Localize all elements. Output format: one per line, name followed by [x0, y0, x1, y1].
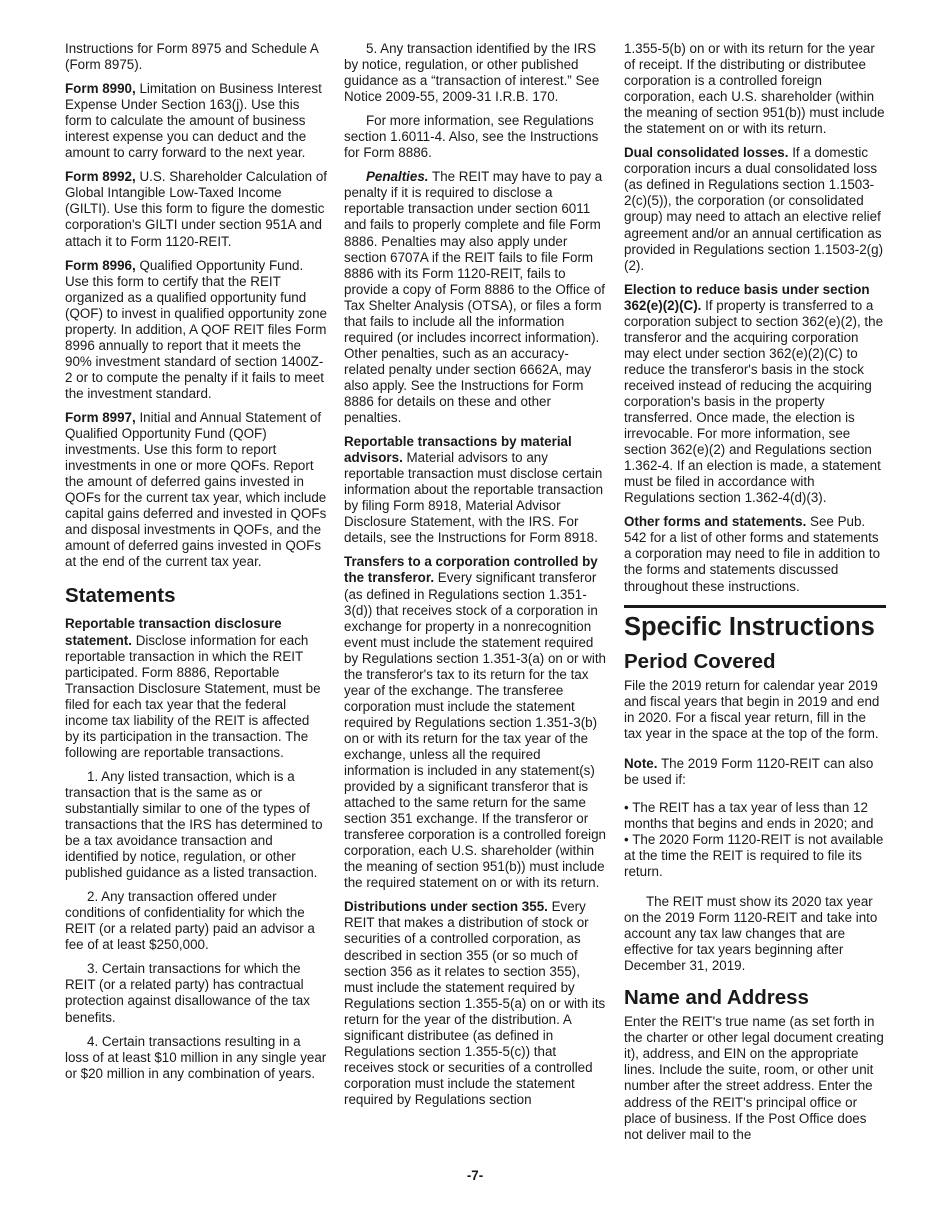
form-title: Form 8997, — [65, 409, 136, 425]
paragraph-text: The REIT may have to pay a penalty if it is required to disclose a reportable transaction under section 6011 and fails to properly complete and file Form 8886. Penalties may also apply under section 6707A if the REIT fails to file Form 8886 with its Form 1120-REIT, fails to provide a copy of Form 8886 to the Office of Tax Shelter Analysis (OTSA), or files a form that fails to include all the information required (or includes incorrect information). Other penalties, such as an accuracy-related penalty under section 6662A, may also apply. See the Instructions for Form 8886 for details on these and other penalties. — [344, 169, 606, 426]
paragraph-title: Transfers to a corporation controlled by the transferor. — [344, 554, 598, 586]
form-text: Initial and Annual Statement of Qualified Opportunity Fund (QOF) investments. Use this form to report investments in one or more QOFs. Report the amount of deferred gains invested in QOFs for the current tax year, which include capital gains deferred and invested in QOFs and disposal investments in QOFs, and the amount of deferred gains invested in QOFs at the end of the current tax year. — [65, 409, 327, 570]
paragraph-title: Note. — [624, 755, 658, 771]
bullet-icon: • — [624, 831, 629, 847]
statements-heading: Statements — [65, 584, 176, 608]
paragraph-title: Distributions under section 355. — [344, 899, 548, 915]
form-title: Form 8990, — [65, 81, 136, 97]
material-advisors-paragraph — [344, 434, 608, 546]
form-8997-entry — [65, 410, 327, 570]
paragraph-title: Penalties. — [366, 169, 429, 185]
list-item-4: 4. Certain transactions resulting in a loss of at least $10 million in any single year or $20 million in any combination of years. — [65, 1033, 327, 1081]
paragraph-text: See Pub. 542 for a list of other forms and statements a corporation may need to file in addition to the forms and statements discussed throughout these instructions. — [624, 514, 881, 594]
form-text: Limitation on Business Interest Expense Under Section 163(j). Use this form to calculate the amount of business interest expense you can deduct and the amount to carry forward to the next year. — [65, 81, 322, 161]
form-title: Form 8992, — [65, 169, 136, 185]
must-show-paragraph: The REIT must show its 2020 tax year on the 2019 Form 1120-REIT and take into account any tax law changes that are effective for tax years beginning after December 31, 2019. — [624, 894, 878, 974]
other-forms-paragraph — [624, 514, 886, 594]
list-item — [624, 832, 886, 880]
paragraph: Instructions for Form 8975 and Schedule A (Form 8975). — [65, 41, 319, 73]
form-8996-entry — [65, 258, 327, 402]
column-2 — [344, 41, 608, 1116]
form-8992-entry — [65, 169, 327, 249]
list-item-3: 3. Certain transactions for which the REIT (or a related party) has contractual protection against disallowance of the tax benefits. — [65, 961, 310, 1025]
form-text: U.S. Shareholder Calculation of Global Intangible Low-Taxed Income (GILTI). Use this form to figure the domestic corporation's GILTI under section 951A and attach it to Form 1120-REIT. — [65, 169, 328, 249]
paragraph-text: Material advisors to any reportable transaction must disclose certain information about the reportable transaction by filing Form 8918, Material Advisor Disclosure Statement, with the IRS. For details, see the Instructions for Form 8918. — [344, 450, 604, 546]
paragraph-text: If a domestic corporation incurs a dual consolidated loss (as defined in Regulations section 1.1503-2(c)(5)), the corporation (or consolidated group) may need to attach an elective relief agreement and/or an annual certification as provided in Regulations section 1.1503-2(g)(2). — [624, 145, 884, 273]
paragraph-text: The 2019 Form 1120-REIT can also be used if: — [624, 755, 874, 787]
paragraph-title: Reportable transactions by material advisors. — [344, 434, 572, 466]
transfers-paragraph — [344, 554, 608, 891]
bullet-list — [624, 800, 886, 880]
specific-instructions-heading: Specific Instructions — [624, 605, 886, 642]
paragraph-text: Every significant transferor (as defined in Regulations section 1.351-3(d)) that receives stock of a corporation in exchange for property in a nonrecognition event must include the statement required by Regulations section 1.351-3(a) on or with the transferor's tax to its return for the tax year of the exchange. The transferee corporation must include the statement required by Regulations section 1.351-3(b) on or with its return for the tax year of the exchange, unless all the required information is included in any statement(s) provided by a significant transferor that is attached to the same return for the same section 351 exchange. If the transferor or transferee corporation is a controlled foreign corporation, each U.S. shareholder (within the meaning of section 951(b)) must include the required statement on or with its return. — [344, 570, 607, 891]
bullet-text: The 2020 Form 1120-REIT is not available at the time the REIT is required to file its return. — [624, 831, 884, 880]
form-title: Form 8996, — [65, 257, 136, 273]
distributions-paragraph — [344, 899, 608, 1108]
name-address-paragraph: Enter the REIT's true name (as set forth in the charter or other legal document creating it), address, and EIN on the appropriate lines. Include the suite, room, or other unit number after the street address. Enter the address of the REIT's principal office or place of business. If the Post Office does not deliver mail to the — [624, 1014, 884, 1142]
paragraph-title: Other forms and statements. — [624, 514, 807, 530]
more-info-paragraph: For more information, see Regulations section 1.6011-4. Also, see the Instructions for Form 8886. — [344, 113, 599, 161]
list-item-2: 2. Any transaction offered under conditions of confidentiality for which the REIT (or a related party) paid an advisor a fee of at least $250,000. — [65, 889, 315, 953]
name-address-heading: Name and Address — [624, 986, 809, 1010]
paragraph-text: Disclose information for each reportable transaction in which the REIT participated. Form 8886, Reportable Transaction Disclosure Statement, must be filed for each tax year that the federal income tax liability of the REIT is affected by its participation in the transaction. The following are reportable transactions. — [65, 632, 321, 760]
column-3 — [624, 41, 886, 1151]
form-8990-entry — [65, 81, 327, 161]
list-item-1: 1. Any listed transaction, which is a transaction that is the same as or substantially similar to one of the types of transactions that the IRS has determined to be a tax avoidance transaction and identified by notice, regulation, or other published guidance as a listed transaction. — [65, 768, 323, 881]
period-paragraph: File the 2019 return for calendar year 2019 and fiscal years that begin in 2019 and end in 2020. For a fiscal year return, fill in the tax year in the space at the top of the form. — [624, 677, 880, 741]
column-1 — [65, 41, 327, 1090]
paragraph-title: Reportable transaction disclosure statement. — [65, 616, 282, 648]
paragraph-text: Every REIT that makes a distribution of stock or securities of a controlled corporation, as described in section 355 (or so much of section 356 as it relates to section 355), must include the statement required by Regulations section 1.355-5(a) on or with its return for the year of the distribution. A significant distributee (as defined in Regulations section 1.355-5(c)) that receives stock or securities of a controlled corporation must include the statement required by Regulations section — [344, 899, 606, 1107]
paragraph-text: If property is transferred to a corporation subject to section 362(e)(2), the transferor and the acquiring corporation may elect under section 362(e)(2)(C) to reduce the transferor's basis in the stock received instead of reducing the acquiring corporation's basis in the property transferred. Once made, the election is irrevocable. For more information, see section 362(e)(2) and Regulations section 1.362-4. If an election is made, a statement must be filed in accordance with Regulations section 1.362-4(d)(3). — [624, 297, 884, 506]
note-paragraph — [624, 756, 886, 788]
penalties-paragraph — [344, 169, 608, 426]
form-text: Qualified Opportunity Fund. Use this form to certify that the REIT organized as a qualified opportunity fund (QOF) to invest in qualified opportunity zone property. In addition, A QOF REIT files Form 8996 annually to report that it meets the 90% investment standard of section 1400Z-2 or to compute the penalty if it fails to meet the investment standard. — [65, 257, 327, 401]
paragraph-title: Election to reduce basis under section 362(e)(2)(C). — [624, 281, 870, 313]
list-item-5: 5. Any transaction identified by the IRS by notice, regulation, or other published guidance as a “transaction of interest.” See Notice 2009-55, 2009-31 I.R.B. 170. — [344, 41, 600, 105]
bullet-icon: • — [624, 799, 629, 815]
paragraph-title: Dual consolidated losses. — [624, 145, 789, 161]
dual-consolidated-paragraph — [624, 145, 886, 273]
list-item — [624, 800, 886, 832]
continued-paragraph: 1.355-5(b) on or with its return for the year of receipt. If the distributing or distributee corporation is a controlled foreign corporation, each U.S. shareholder (within the meaning of section 951(b)) must include the statement on or with its return. — [624, 41, 885, 137]
rtds-paragraph — [65, 616, 327, 760]
bullet-text: The REIT has a tax year of less than 12 months that begins and ends in 2020; and — [624, 799, 874, 831]
period-covered-heading: Period Covered — [624, 649, 776, 673]
election-paragraph — [624, 282, 886, 507]
page-number: -7- — [466, 1168, 484, 1183]
